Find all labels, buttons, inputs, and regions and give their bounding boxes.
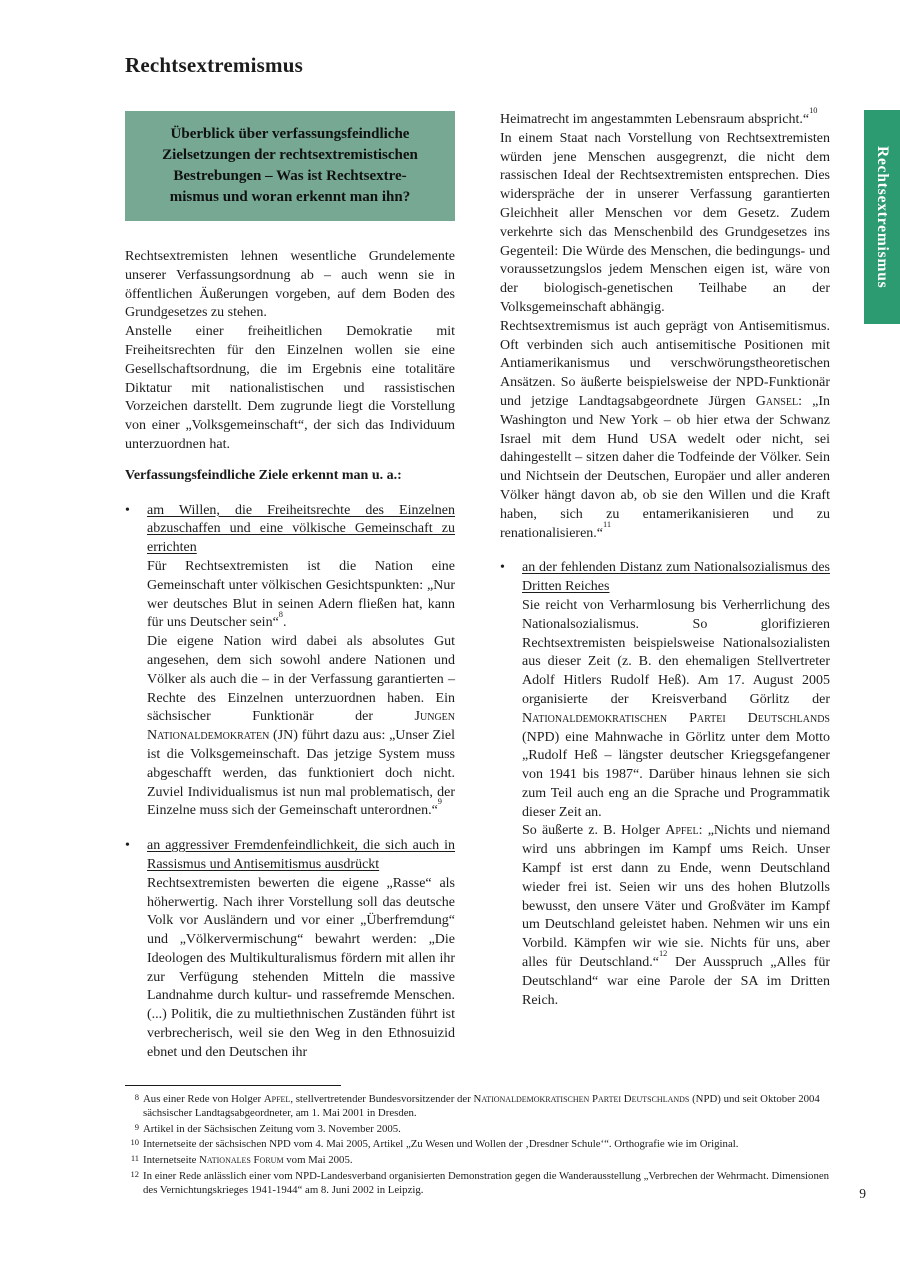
footnote (125, 1169, 843, 1198)
bullet-title: am Willen, die Freiheitsrechte des Einzelnen abzuschaffen und eine völkische Gemeinschaft zu errichten (147, 502, 455, 556)
paragraph: Heimatrecht im angestammten Lebensraum abspricht.“$^{10}$ (500, 106, 818, 127)
bullet-icon: • (125, 838, 130, 854)
page-number: 9 (859, 1186, 866, 1201)
bullet-paragraph: Die eigene Nation wird dabei als absolutes Gut angesehen, dem sich sowohl andere Nationen und Völker als auch die – in der Verfassung garantierten – Rechte des Einzelnen unterzuordnen haben. Ein sächsischer Funktionär der Jungen Nationaldemokraten (JN) führt dazu aus: „Unser Ziel ist die Volksgemeinschaft. Das jetzige System muss abgeschafft werden, das funktioniert doch nicht. Zuviel Individualismus ist nun mal problematisch, der Einzelne muss sich der Gemeinschaft unterordnen.“$^9$ (147, 634, 455, 819)
footnote-text: Aus einer Rede von Holger Apfel, stellvertretender Bundesvorsitzender der Nationaldemokratischen Partei Deutschlands (NPD) und seit Oktober 2004 sächsischer Landtagsabgeordneter, am 1. Mai 2001 in Dresden. (143, 1092, 820, 1120)
footnote-number: 12 (130, 1168, 139, 1179)
footnote-number: 10 (130, 1137, 139, 1148)
list-heading: Verfassungsfeindliche Ziele erkennt man u. a.: (125, 467, 402, 483)
bullet-content (147, 502, 455, 822)
bullet-icon: • (500, 560, 505, 576)
footnote-number: 8 (134, 1091, 139, 1102)
bullet-icon: • (125, 502, 130, 518)
footnote-number: 11 (130, 1153, 139, 1164)
footnote (125, 1153, 843, 1168)
two-column-content (125, 106, 830, 1063)
intro-box (125, 111, 455, 221)
section-side-tab-label: Rechtsextremismus (874, 145, 891, 289)
paragraph: Rechtsextremismus ist auch geprägt von Antisemitismus. Oft verbinden sich auch antisemitische Positionen mit Antiamerikanismus und verschwörungstheoretischen Ansätzen. So äußerte beispielsweise der NPD-Funktionär und jetzige Landtagsabgeordnete Jürgen Gansel: „In Washington und New York – ob hier etwa der Schwanz Israel mit dem Hund USA wedelt oder nicht, sei dahingestellt – sitzen daher die Todfeinde der Völker. Sein und Nichtsein der Deutschen, Europäer und aller anderen Völker hängt davon ab, ob sie den Willen und die Kraft haben, sich zu entamerikanisieren und zu renationalisieren.“$^{11}$ (500, 318, 830, 541)
bullet-content (522, 559, 830, 1010)
paragraph: In einem Staat nach Vorstellung von Rechtsextremisten würden jene Menschen ausgegrenzt, die nicht dem rassischen Ideal der Rechtsextremisten entsprechen. Dies widerspräche der in unserer Verfassung garantierten Gleichheit aller Menschen vor dem Gesetz. Zudem verkehrte sich das Menschenbild des Grundgesetzes ins Gegenteil: Die Würde des Menschen, die bedingungs- und voraussetzungslos jedem Menschen eigen ist, wäre von der biologisch-genetischen Teilhabe an der Volksgemeinschaft abhängig. (500, 130, 830, 315)
footnote-text: In einer Rede anlässlich einer vom NPD-Landesverband organisierten Demonstration gegen die Wanderausstellung „Verbrechen der Wehrmacht. Dimensionen des Vernichtungskrieges 1941-1944“ am 8. Juni 2002 in Leipzig. (143, 1169, 830, 1197)
footnote-separator (125, 1085, 341, 1086)
page-title: Rechtsextremismus (125, 53, 303, 77)
bullet-content (147, 837, 455, 1063)
left-column (125, 111, 455, 1063)
footnote-text: Internetseite Nationales Forum vom Mai 2005. (143, 1154, 353, 1167)
bullet-paragraph: Sie reicht von Verharmlosung bis Verherrlichung des Nationalsozialismus. So glorifizieren Rechtsextremisten beispielsweise Nationalsozialisten aus dieser Zeit (z. B. den ehemaligen Stellvertreter Adolf Hitlers Rudolf Heß). Am 17. August 2005 organisierte der Kreisverband Görlitz der Nationaldemokratischen Partei Deutschlands (NPD) eine Mahnwache in Görlitz unter dem Motto „Rudolf Heß – längster deutscher Kriegsgefangener von 1941 bis 1987“. Darüber hinaus lehnen sie sich zum Teil auch eng an die Sprache und Programmatik dieser Zeit an. (522, 597, 830, 820)
bullet-item (500, 559, 830, 1010)
footnote-text: Internetseite der sächsischen NPD vom 4. Mai 2005, Artikel „Zu Wesen und Wollen der ‚Dresdner Schule‘“. Orthografie wie im Original. (143, 1138, 739, 1151)
bullet-paragraph: Für Rechtsextremisten ist die Nation eine Gemeinschaft unter völkischen Gesichtspunkten: „Nur wer deutsches Blut in seinen Adern fließen hat, kann für uns Deutscher sein“$^8$. (147, 558, 455, 631)
footnote (125, 1092, 843, 1121)
footnotes (125, 1085, 843, 1198)
intro-box-heading: Überblick über verfassungsfeindliche Zielsetzungen der rechtsextremistischen Bestrebungen – Was ist Rechtsextre- mismus und woran erkennt man ihn? (162, 126, 418, 205)
footnote-text: Artikel in der Sächsischen Zeitung vom 3. November 2005. (143, 1122, 401, 1135)
bullet-item (125, 502, 455, 822)
footnote-number: 9 (134, 1121, 139, 1132)
footnote (125, 1122, 843, 1137)
bullet-title: an der fehlenden Distanz zum Nationalsozialismus des Dritten Reiches (522, 560, 830, 595)
section-side-tab (864, 110, 900, 324)
bullet-paragraph: Rechtsextremisten bewerten die eigene „Rasse“ als höherwertig. Nach ihrer Vorstellung soll das deutsche Volk vor Ausländern und vor einer „Überfremdung“ und „Völkervermischung“ bewahrt werden: „Die Ideologen des Multikulturalismus fördern mit allen ihr zur Verfügung stehenden Mitteln die massive Landnahme durch kultur- und rassefremde Menschen. (...) Politik, die zu multiethnischen Zuständen führt ist verbrecherisch, weil sie den Weg in den Ethnosuizid ebnet und den Deutschen ihr (147, 875, 455, 1060)
bullet-paragraph: So äußerte z. B. Holger Apfel: „Nichts und niemand wird uns abbringen im Kampf ums Reich. Unser Kampf ist erst dann zu Ende, wenn Deutschland wieder frei ist. Seien wir uns des hohen Blutzolls bewusst, den unsere Väter und Großväter im Kampf um Deutschland geleistet haben. Nehmen wir uns ein Vorbild. Kämpfen wir wie sie. Nichts für uns, aber alles für Deutschland.“$^{12}$ Der Ausspruch „Alles für Deutschland“ war eine Parole der SA im Dritten Reich. (522, 823, 830, 1008)
right-column (500, 106, 830, 1063)
paragraph: Rechtsextremisten lehnen wesentliche Grundelemente unserer Verfassungsordnung ab – auch wenn sie in öffentlichen Äußerungen vorgeben, auf dem Boden des Grundgesetzes zu stehen. (125, 249, 455, 321)
bullet-item (125, 837, 455, 1063)
bullet-title: an aggressiver Fremdenfeindlichkeit, die sich auch in Rassismus und Antisemitismus ausdrückt (147, 838, 455, 872)
footnote (125, 1137, 843, 1152)
paragraph: Anstelle einer freiheitlichen Demokratie mit Freiheitsrechten für den Einzelnen wollen sie eine Gesellschaftsordnung, die im Ergebnis eine totalitäre Diktatur mit nationalistischen und rassistischen Vorzeichen darstellt. Dem zugrunde liegt die Vorstellung von einer „Volksgemeinschaft“, der sich das Individuum unterzuordnen hat. (125, 324, 455, 452)
